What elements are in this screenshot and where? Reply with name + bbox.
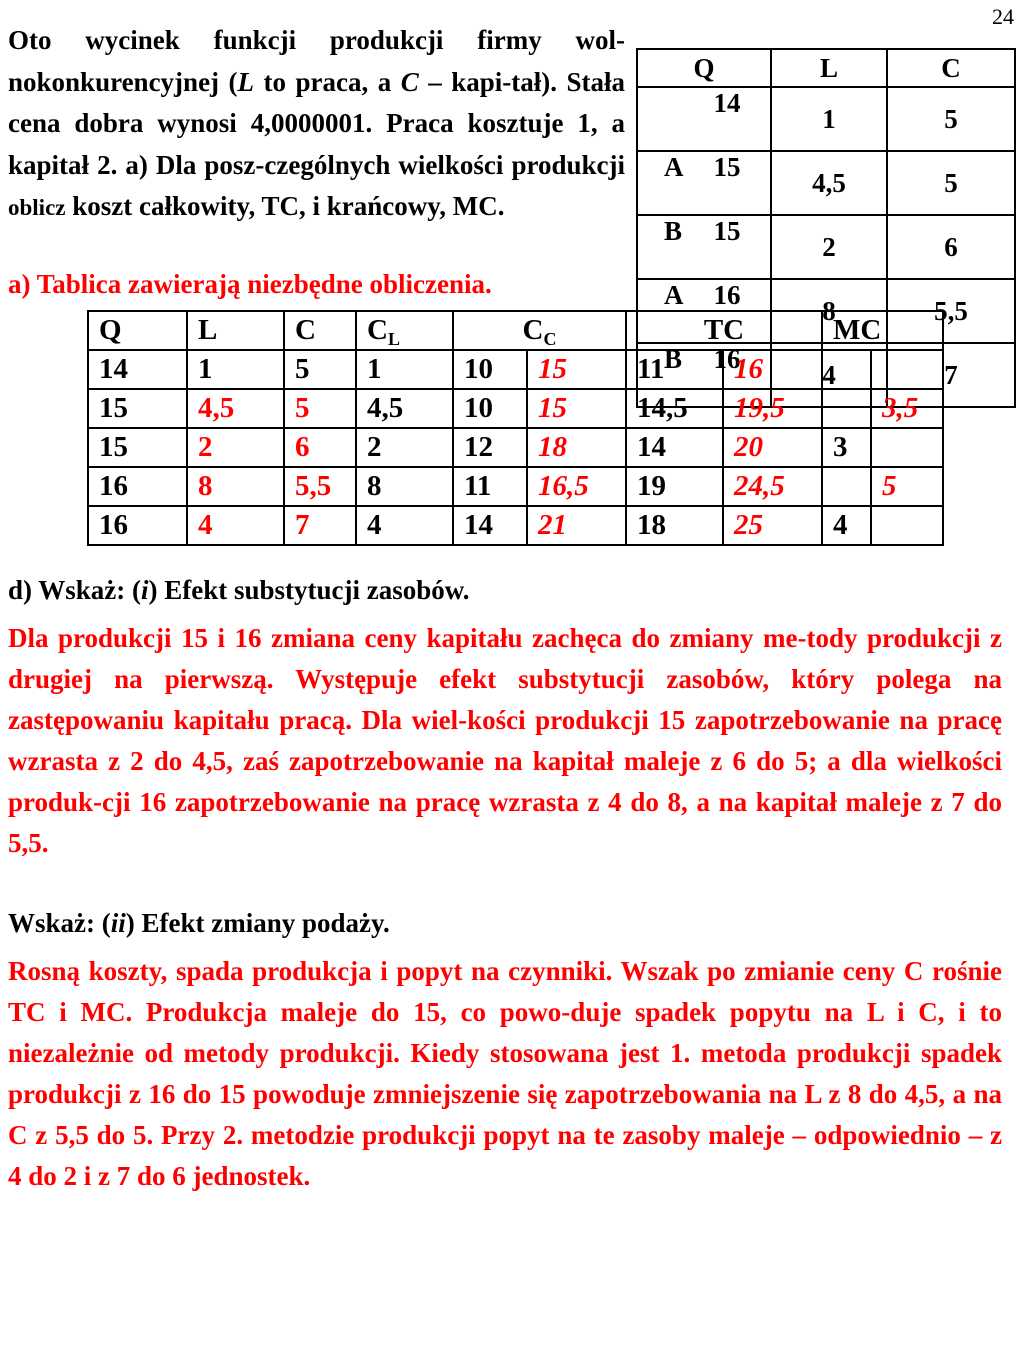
problem-statement [8, 20, 625, 229]
q-value: 15 [713, 152, 741, 182]
cell-cc-1: 10 [453, 350, 527, 389]
cell-l: 4 [771, 343, 887, 407]
section-d-prefix: d) Wskaż: ( [8, 575, 142, 605]
table-row [637, 87, 1015, 151]
cell-tc-2: 19,5 [723, 389, 822, 428]
cell-c: 5 [284, 389, 356, 428]
header-cl-sub: L [387, 329, 400, 349]
section-d-roman: i [141, 575, 149, 605]
cell-mc-2 [871, 428, 943, 467]
table-row [88, 467, 943, 506]
q-value: 14 [713, 88, 741, 118]
cell-q: 16 [88, 467, 187, 506]
cell-q: 14 [88, 350, 187, 389]
cell-mc-2 [871, 506, 943, 545]
cell-q [637, 215, 771, 279]
cell-tc-2: 24,5 [723, 467, 822, 506]
cell-tc-1: 14,5 [626, 389, 723, 428]
table-row [88, 506, 943, 545]
cell-c: 7 [284, 506, 356, 545]
page-number: 24 [992, 4, 1014, 29]
header-l: L [187, 311, 284, 350]
cell-c: 5 [284, 350, 356, 389]
method-label: B [664, 216, 683, 246]
header-c: C [887, 49, 1015, 87]
intro-text-1: Oto wycinek funkcji produkcji firmy wol-nokonkurencyjnej ( [8, 25, 625, 97]
method-label: B [664, 344, 683, 374]
cell-cl: 4,5 [356, 389, 453, 428]
cell-cl: 1 [356, 350, 453, 389]
header-cl [356, 311, 453, 350]
cell-cc-1: 11 [453, 467, 527, 506]
table-header-row [88, 311, 943, 350]
cell-q: 16 [88, 506, 187, 545]
q-value: 15 [713, 216, 741, 246]
intro-text-3: – kapi-tał). Stała cena dobra wynosi 4,0000001. Praca kosztuje 1, a kapitał 2. a) Dla posz-czególnych wielkości produkcji [8, 66, 625, 180]
cell-tc-2: 20 [723, 428, 822, 467]
section-ii-answer: Rosną koszty, spada produkcja i popyt na czynniki. Wszak po zmianie ceny C rośnie TC i MC. Produkcja maleje do 15, co powo-duje spadek popytu na L i C, i to niezależnie od metody produkcji. Kiedy stosowana jest 1. metoda produkcji spadek produkcji z 16 do 15 powoduje zmniejszenie się zapotrzebowania na L z 8 do 4,5, a na C z 5,5 do 5. Przy 2. metodzie produkcji popyt na te zasoby maleje – odpowiednio – z 4 do 2 i z 7 do 6 jednostek. [8, 956, 1002, 1191]
cell-mc-1: 4 [822, 506, 871, 545]
cell-l: 1 [771, 87, 887, 151]
header-cl-main: C [367, 314, 388, 346]
section-ii-roman: ii [110, 908, 126, 938]
header-q: Q [637, 49, 771, 87]
section-d-answer: Dla produkcji 15 i 16 zmiana ceny kapitału zachęca do zmiany me-tody produkcji z drugiej na pierwszą. Występuje efekt substytucji zasobów, który polega na zastępowaniu kapitału pracą. Dla wiel-kości produkcji 15 zapotrzebowanie na pracę wzrasta z 2 do 4,5, zaś zapotrzebowanie na kapitał maleje z 6 do 5; a dla wielkości produk-cji 16 zapotrzebowanie na pracę wzrasta z 4 do 8, a na kapitał maleje z 7 do 5,5. [8, 623, 1002, 858]
table-header-row [637, 49, 1015, 87]
cell-tc-2: 25 [723, 506, 822, 545]
q-value: 16 [713, 280, 741, 310]
cell-cl: 4 [356, 506, 453, 545]
cell-c: 5,5 [887, 279, 1015, 343]
table-row [88, 350, 943, 389]
section-ii-prefix: Wskaż: ( [8, 908, 111, 938]
cell-l: 8 [771, 279, 887, 343]
section-ii-heading [8, 908, 390, 939]
cell-cc-1: 14 [453, 506, 527, 545]
cell-q: 15 [88, 428, 187, 467]
cell-l: 2 [187, 428, 284, 467]
intro-text-2: to praca, a [254, 66, 401, 97]
header-mc: MC [822, 311, 943, 350]
cell-l: 1 [187, 350, 284, 389]
cell-cc-1: 10 [453, 389, 527, 428]
table-row [88, 389, 943, 428]
cell-mc-1: 3 [822, 428, 871, 467]
cell-cc-2: 16,5 [527, 467, 626, 506]
header-cc [453, 311, 626, 350]
cell-mc-1 [822, 350, 871, 389]
table-row [88, 428, 943, 467]
cell-mc-2: 3,5 [871, 389, 943, 428]
cell-cc-1: 12 [453, 428, 527, 467]
cost-calculation-table [87, 310, 944, 546]
cell-q: 15 [88, 389, 187, 428]
header-l: L [771, 49, 887, 87]
cell-tc-1: 11 [626, 350, 723, 389]
cell-c: 6 [887, 215, 1015, 279]
cell-mc-1 [822, 389, 871, 428]
method-label: A [664, 280, 684, 310]
cell-l: 4,5 [187, 389, 284, 428]
header-cc-main: C [522, 314, 544, 346]
cell-l: 4,5 [771, 151, 887, 215]
header-tc: TC [626, 311, 822, 350]
section-d-heading [8, 575, 470, 606]
cell-c: 5 [887, 151, 1015, 215]
table-row [637, 215, 1015, 279]
cell-tc-1: 14 [626, 428, 723, 467]
cell-tc-2: 16 [723, 350, 822, 389]
cell-c: 5 [887, 87, 1015, 151]
cell-cl: 8 [356, 467, 453, 506]
cell-mc-2 [871, 350, 943, 389]
section-d-suffix: ) Efekt substytucji zasobów. [148, 575, 470, 605]
cell-cc-2: 15 [527, 389, 626, 428]
cell-c: 5,5 [284, 467, 356, 506]
header-q: Q [88, 311, 187, 350]
intro-symbol-c: C [400, 66, 419, 97]
intro-text-4: koszt całkowity, TC, i krańcowy, MC. [65, 191, 505, 221]
cell-c: 6 [284, 428, 356, 467]
cell-tc-1: 19 [626, 467, 723, 506]
intro-symbol-l: L [237, 66, 255, 97]
section-ii-suffix: ) Efekt zmiany podaży. [125, 908, 390, 938]
cell-l: 8 [187, 467, 284, 506]
header-c: C [284, 311, 356, 350]
cell-q [637, 87, 771, 151]
intro-oblicz: oblicz [8, 195, 66, 220]
cell-c: 7 [887, 343, 1015, 407]
cell-cc-2: 21 [527, 506, 626, 545]
header-cc-sub: C [543, 329, 557, 349]
cell-q [637, 151, 771, 215]
cell-cl: 2 [356, 428, 453, 467]
intro-answer: a) Tablica zawierają niezbędne obliczenia. [8, 269, 492, 299]
cell-cc-2: 15 [527, 350, 626, 389]
cell-l: 2 [771, 215, 887, 279]
cell-cc-2: 18 [527, 428, 626, 467]
method-label: A [664, 152, 684, 182]
cell-tc-1: 18 [626, 506, 723, 545]
table-row [637, 151, 1015, 215]
cell-l: 4 [187, 506, 284, 545]
cell-mc-1 [822, 467, 871, 506]
cell-mc-2: 5 [871, 467, 943, 506]
q-value: 16 [713, 344, 741, 374]
